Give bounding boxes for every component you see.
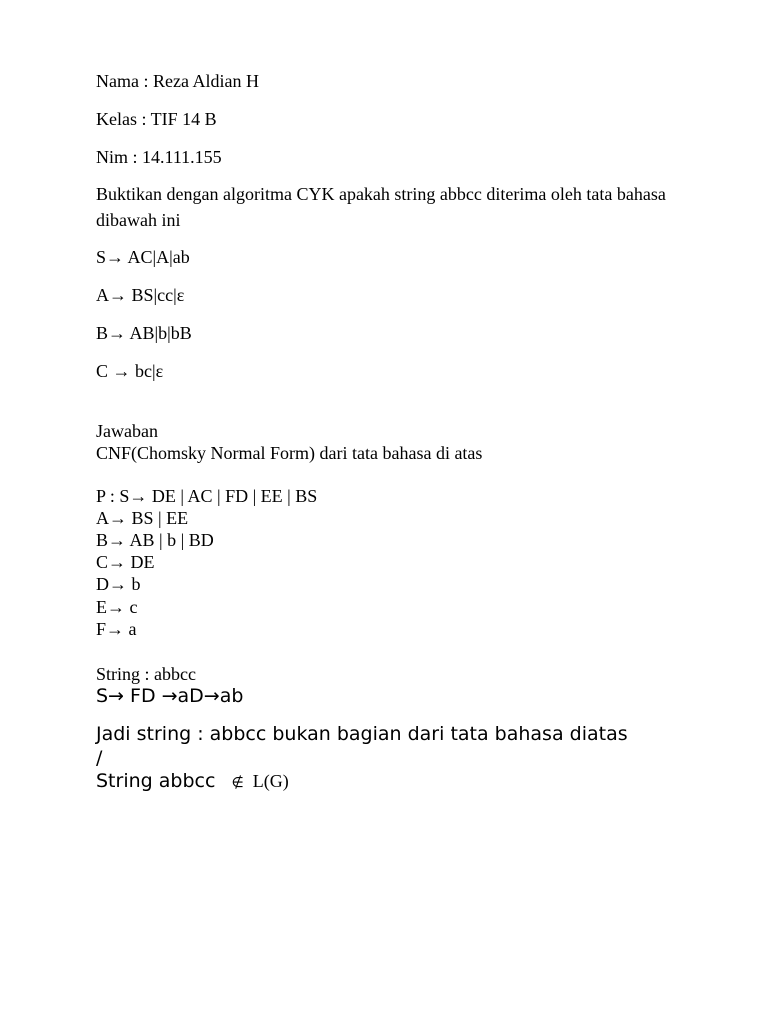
conclusion-line-3 <box>96 769 289 795</box>
cnf-rule-e: E→ c <box>96 597 138 617</box>
grammar-rule-s: S→ AC|A|ab <box>96 247 190 267</box>
conclusion-line-2: / <box>96 747 103 769</box>
cnf-rule-f: F→ a <box>96 619 137 639</box>
student-name: Nama : Reza Aldian H <box>96 71 259 91</box>
conclusion-suffix: L(G) <box>252 771 289 791</box>
grammar-rule-b: B→ AB|b|bB <box>96 323 192 343</box>
grammar-rule-c: C → bc|ε <box>96 361 164 381</box>
cnf-rule-b: B→ AB | b | BD <box>96 530 214 550</box>
string-label: String : abbcc <box>96 664 196 684</box>
answer-subheading: CNF(Chomsky Normal Form) dari tata bahasa di atas <box>96 443 483 463</box>
not-element-symbol: ∉ <box>231 775 244 791</box>
conclusion-line-1: Jadi string : abbcc bukan bagian dari tata bahasa diatas <box>96 723 628 745</box>
answer-heading: Jawaban <box>96 421 158 441</box>
cnf-rule-s: P : S→ DE | AC | FD | EE | BS <box>96 486 318 506</box>
cnf-rule-a: A→ BS | EE <box>96 508 189 528</box>
derivation: S→ FD →aD→ab <box>96 685 244 707</box>
grammar-rule-a: A→ BS|cc|ε <box>96 285 185 305</box>
cnf-rule-c: C→ DE <box>96 552 155 572</box>
student-nim: Nim : 14.111.155 <box>96 147 222 167</box>
cnf-rule-d: D→ b <box>96 574 141 594</box>
question-text: Buktikan dengan algoritma CYK apakah string abbcc diterima oleh tata bahasa dibawah ini <box>96 184 666 230</box>
student-class: Kelas : TIF 14 B <box>96 109 217 129</box>
conclusion-prefix: String abbcc <box>96 770 216 792</box>
